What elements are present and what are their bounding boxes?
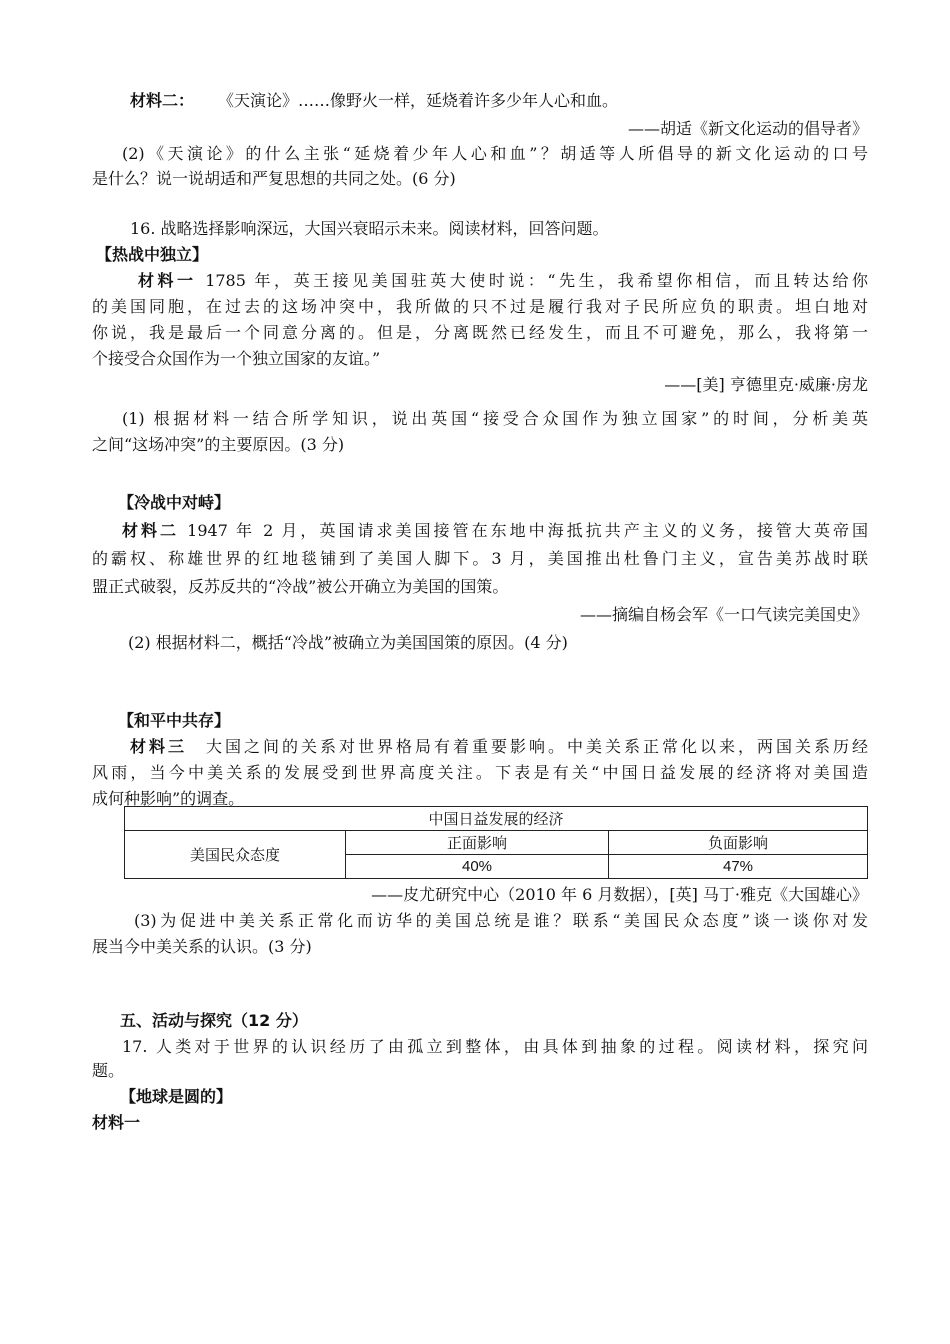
material-text: 盟正式破裂，反苏反共的“冷战”被公开确立为美国的国策。: [92, 577, 509, 596]
material-source: ——摘编自杨会军《一口气读完美国史》: [579, 605, 868, 624]
table-col-negative: 负面影响: [609, 831, 868, 855]
material-label: 材料二: [122, 521, 180, 540]
material-text: 个接受合众国作为一个独立国家的友谊。”: [92, 349, 381, 368]
material-paragraph: [122, 518, 868, 544]
question-text: (2) 根据材料二，概括“冷战”被确立为美国国策的原因。(4 分): [128, 633, 568, 652]
question-intro: 题。: [92, 1061, 125, 1080]
table-header: 中国日益发展的经济: [125, 807, 868, 831]
material-paragraph: [130, 734, 868, 760]
question-intro: 17. 人类对于世界的认识经历了由孤立到整体，由具体到抽象的过程。阅读材料，探究问: [122, 1037, 868, 1056]
material-source: ——[美] 亨德里克·威廉·房龙: [664, 375, 868, 394]
table-row-label: 美国民众态度: [125, 831, 346, 879]
section-heading: 【热战中独立】: [96, 245, 209, 264]
survey-table: [124, 806, 868, 879]
material-text: 你说，我是最后一个同意分离的。但是，分离既然已经发生，而且不可避免，那么，我将第一: [92, 323, 868, 342]
section-title: 五、活动与探究（12 分）: [120, 1011, 308, 1030]
q15-material2: [130, 88, 868, 114]
question-text: 之间“这场冲突”的主要原因。(3 分): [92, 435, 345, 454]
question-text: 展当今中美关系的认识。(3 分): [92, 937, 312, 956]
material-source: ——胡适《新文化运动的倡导者》: [627, 119, 868, 138]
material-text: 风雨，当今中美关系的发展受到世界高度关注。下表是有关“中国日益发展的经济将对美国造: [92, 763, 868, 782]
table-value-negative: 47%: [609, 855, 868, 879]
material-label: 材料三: [130, 737, 187, 756]
question-text: (3)为促进中美关系正常化而访华的美国总统是谁？联系“美国民众态度”谈一谈你对发: [134, 911, 868, 930]
material-source: ——皮尤研究中心（2010 年 6 月数据），[英] 马丁·雅克《大国雄心》: [371, 885, 868, 904]
material-text: 《天演论》……像野火一样，延烧着许多少年人心和血。: [218, 91, 619, 110]
material-text: 的美国同胞，在过去的这场冲突中，我所做的只不过是履行我对子民所应负的职责。坦白地对: [92, 297, 868, 316]
table-col-positive: 正面影响: [346, 831, 609, 855]
material-text: 成何种影响”的调查。: [92, 789, 245, 808]
material-label: 材料一: [92, 1113, 141, 1132]
section-heading: 【冷战中对峙】: [118, 493, 231, 512]
question-text: 是什么？说一说胡适和严复思想的共同之处。(6 分): [92, 169, 456, 188]
material-text: 1785 年，英王接见美国驻英大使时说：“先生，我希望你相信，而且转达给你: [196, 271, 868, 290]
question-intro: 16. 战略选择影响深远，大国兴衰昭示未来。阅读材料，回答问题。: [130, 219, 609, 238]
question-text: (2)《天演论》的什么主张“延烧着少年人心和血”？胡适等人所倡导的新文化运动的口号: [122, 144, 868, 163]
material-label: 材料二：: [130, 91, 195, 110]
question-text: (1) 根据材料一结合所学知识，说出英国“接受合众国作为独立国家”的时间，分析美英: [122, 409, 868, 428]
material-text: 1947 年 2 月，英国请求美国接管在东地中海抵抗共产主义的义务，接管大英帝国: [179, 521, 868, 540]
material-text: 大国之间的关系对世界格局有着重要影响。中美关系正常化以来，两国关系历经: [187, 737, 868, 756]
section-heading: 【和平中共存】: [118, 711, 231, 730]
table-value-positive: 40%: [346, 855, 609, 879]
material-paragraph: [138, 268, 868, 294]
section-heading: 【地球是圆的】: [120, 1087, 233, 1106]
material-label: 材料一: [138, 271, 197, 290]
material-text: 的霸权、称雄世界的红地毯铺到了美国人脚下。3 月，美国推出杜鲁门主义，宣告美苏战时联: [92, 549, 868, 568]
